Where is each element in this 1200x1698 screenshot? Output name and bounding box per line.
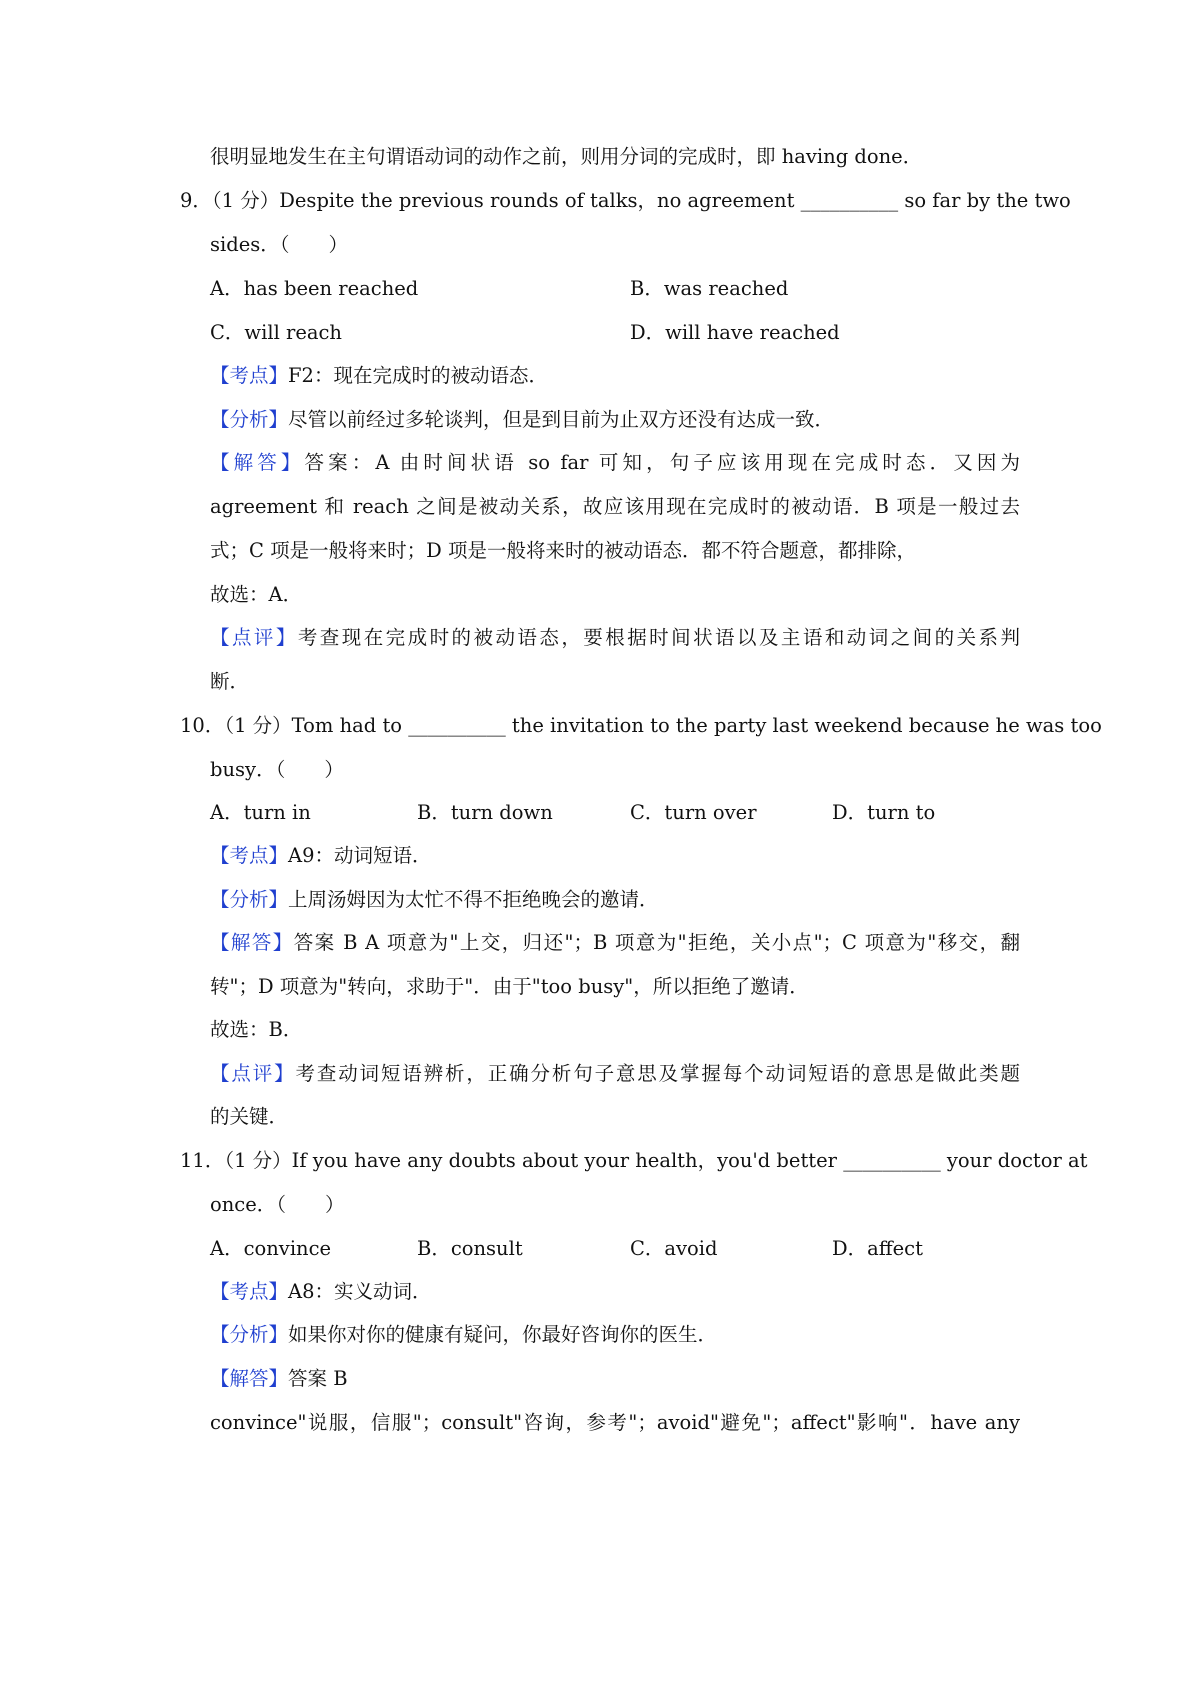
q10-option-c: C．turn over [630, 801, 757, 824]
q11-fenxi [210, 1322, 1025, 1348]
q9-jieda-line3: 式；C 项是一般将来时；D 项是一般将来时的被动语态．都不符合题意，都排除， [210, 539, 916, 562]
jieda-tag: 【解答】 [210, 451, 305, 474]
dianping-tag: 【点评】 [210, 626, 298, 649]
q11-kaodian-text: A8：实义动词． [288, 1280, 432, 1303]
q10-option-a: A．turn in [210, 801, 311, 824]
intro-line: 很明显地发生在主句谓语动词的动作之前，则用分词的完成时，即 having done． [210, 145, 923, 168]
q10-jieda-line1 [210, 930, 1020, 956]
q9-dianping-line1 [210, 625, 1020, 651]
q9-kaodian-text: F2：现在完成时的被动语态． [288, 364, 548, 387]
q9-option-d: D．will have reached [630, 321, 840, 344]
q9-dianping-line2: 断． [210, 670, 250, 693]
q9-jieda-line1 [210, 450, 1020, 476]
q10-dianping-line2: 的关键． [210, 1105, 289, 1128]
q10-option-b: B．turn down [417, 801, 553, 824]
q10-stem-line2: busy．（ ） [210, 758, 344, 781]
q11-stem-line1: 11．（1 分）If you have any doubts about your health，you'd better __________ your doctor at [180, 1149, 1088, 1172]
q9-fenxi-text: 尽管以前经过多轮谈判，但是到目前为止双方还没有达成一致． [288, 408, 835, 431]
fenxi-tag: 【分析】 [210, 408, 289, 431]
q11-fenxi-text: 如果你对你的健康有疑问，你最好咨询你的医生． [288, 1323, 718, 1346]
q9-stem-line2: sides．（ ） [210, 233, 349, 256]
jieda-tag: 【解答】 [210, 931, 294, 954]
fenxi-tag: 【分析】 [210, 1323, 289, 1346]
q9-dianping-text1: 考查现在完成时的被动语态，要根据时间状语以及主语和动词之间的关系判 [297, 626, 1020, 649]
fenxi-tag: 【分析】 [210, 888, 289, 911]
q11-jieda-line1 [210, 1366, 1025, 1392]
q10-jieda-text1: 答案 B A 项意为"上交，归还"；B 项意为"拒绝，关小点"；C 项意为"移交，翻 [293, 931, 1020, 954]
q11-jieda-line2: convince"说服，信服"；consult"咨询，参考"；avoid"避免"；affect"影响"．have any [210, 1411, 1020, 1434]
q9-kaodian [210, 363, 1025, 389]
q11-option-d: D．affect [832, 1237, 923, 1260]
q9-option-a: A．has been reached [210, 277, 419, 300]
kaodian-tag: 【考点】 [210, 844, 289, 867]
q10-kaodian-text: A9：动词短语． [288, 844, 432, 867]
q11-jieda-text1: 答案 B [288, 1367, 348, 1390]
q10-stem-line1: 10．（1 分）Tom had to __________ the invitation to the party last weekend because he was too [180, 714, 1102, 737]
q10-fenxi-text: 上周汤姆因为太忙不得不拒绝晚会的邀请． [288, 888, 659, 911]
kaodian-tag: 【考点】 [210, 364, 289, 387]
q10-fenxi [210, 887, 1025, 913]
q11-stem-line2: once．（ ） [210, 1193, 345, 1216]
q9-option-c: C．will reach [210, 321, 342, 344]
q11-option-c: C．avoid [630, 1237, 718, 1260]
q9-jieda-line4: 故选：A． [210, 583, 303, 606]
q10-dianping-text1: 考查动词短语辨析，正确分析句子意思及掌握每个动词短语的意思是做此类题 [295, 1062, 1020, 1085]
q11-option-a: A．convince [210, 1237, 332, 1260]
q9-option-b: B．was reached [630, 277, 789, 300]
q10-kaodian [210, 843, 1025, 869]
q9-jieda-text1: 答案：A 由时间状语 so far 可知，句子应该用现在完成时态．又因为 [304, 451, 1020, 474]
q10-jieda-line3: 故选：B． [210, 1018, 303, 1041]
q10-dianping-line1 [210, 1061, 1020, 1087]
q9-fenxi [210, 407, 1025, 433]
q10-option-d: D．turn to [832, 801, 936, 824]
kaodian-tag: 【考点】 [210, 1280, 289, 1303]
q11-kaodian [210, 1279, 1025, 1305]
q9-stem-line1: 9．（1 分）Despite the previous rounds of talks，no agreement __________ so far by the two [180, 189, 1071, 212]
q10-jieda-line2: 转"；D 项意为"转向，求助于"．由于"too busy"，所以拒绝了邀请． [210, 975, 809, 998]
jieda-tag: 【解答】 [210, 1367, 289, 1390]
dianping-tag: 【点评】 [210, 1062, 296, 1085]
q9-jieda-line2: agreement 和 reach 之间是被动关系，故应该用现在完成时的被动语．B 项是一般过去 [210, 495, 1020, 518]
q11-option-b: B．consult [417, 1237, 523, 1260]
